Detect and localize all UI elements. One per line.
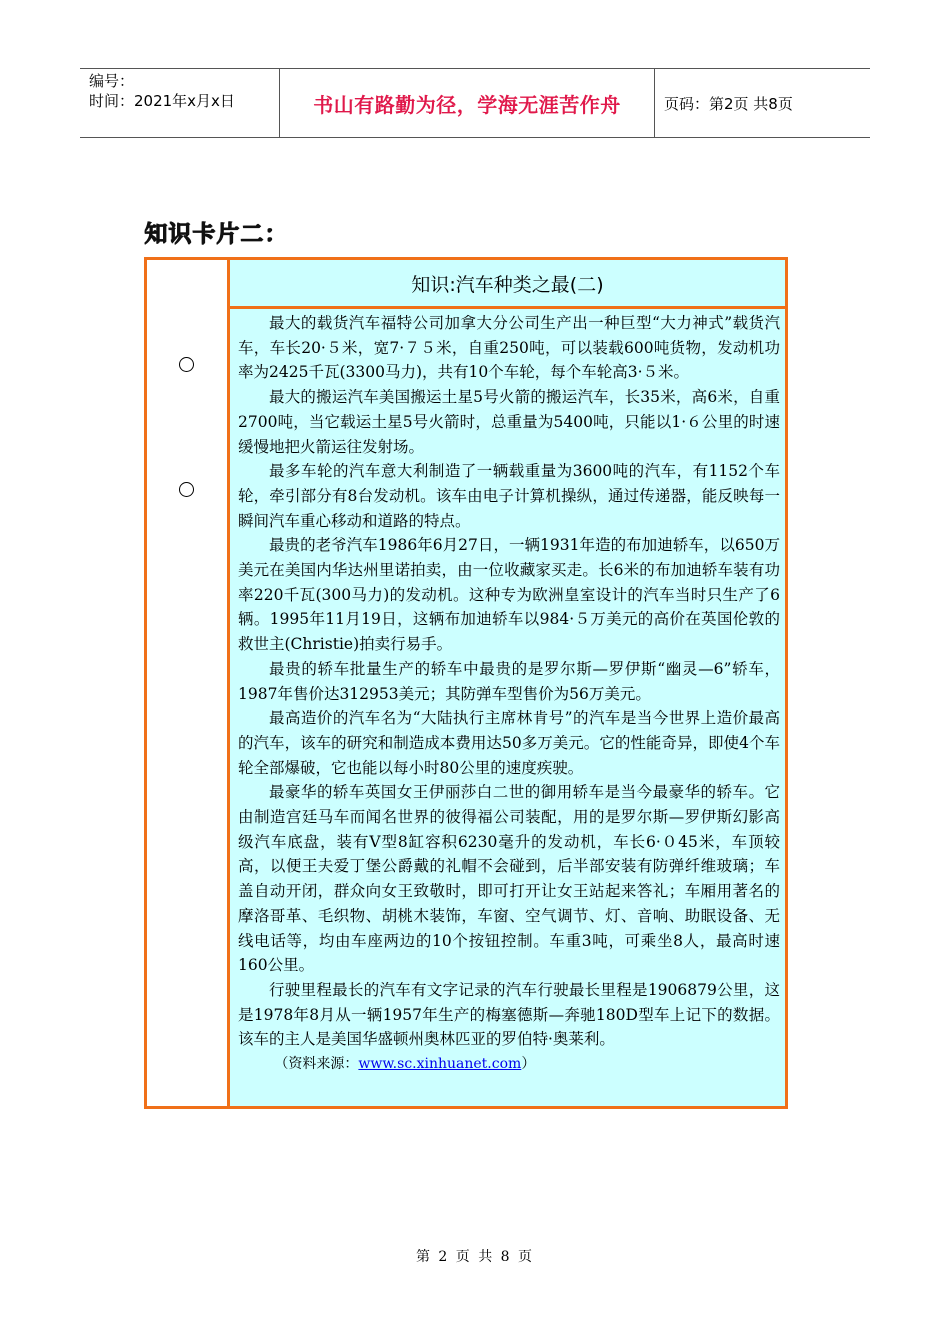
page-header — [80, 68, 870, 138]
card-left-column — [147, 260, 230, 1106]
knowledge-card — [144, 257, 788, 1109]
number-label: 编号： — [89, 72, 135, 90]
page-footer: 第 2 页 共 8 页 — [415, 1249, 535, 1265]
paragraph: 最大的载货汽车福特公司加拿大分公司生产出一种巨型“大力神式”载货汽车，车长20·５米，宽7·７５米，自重250吨，可以装载600吨货物，发动机功率为2425千瓦(3300马力)，共有10个车轮，每个车轮高3·５米。 — [238, 314, 780, 382]
paragraph: 最大的搬运汽车美国搬运土星5号火箭的搬运汽车，长35米，高6米，自重2700吨，当它载运土星5号火箭时，总重量为5400吨，只能以1·６公里的时速缓慢地把火箭运往发射场。 — [238, 388, 780, 456]
motto: 书山有路勤为径，学海无涯苦作舟 — [280, 69, 655, 137]
paragraph: 行驶里程最长的汽车有文字记录的汽车行驶最长里程是1906879公里，这是1978年8月从一辆1957年生产的梅塞德斯—奔驰180D型车上记下的数据。该车的主人是美国华盛顿州奥林匹亚的罗伯特·奥莱利。 — [238, 980, 780, 1049]
header-meta — [80, 69, 280, 137]
card-body — [230, 309, 785, 1106]
source-link[interactable]: www.sc.xinhuanet.com — [358, 1056, 522, 1073]
paragraph: 最豪华的轿车英国女王伊丽莎白二世的御用轿车是当今最豪华的轿车。它由制造宫廷马车而闻名世界的彼得福公司装配，用的是罗尔斯—罗伊斯幻影高级汽车底盘，装有V型8缸容积6230毫升的发动机，车长6·０45米，车顶较高，以便王夫爱丁堡公爵戴的礼帽不会碰到，后半部安装有防弹纤维玻璃；车盖自动开闭，群众向女王致敬时，即可打开让女王站起来答礼；车厢用著名的摩洛哥革、毛织物、胡桃木装饰，车窗、空气调节、灯、音响、助眠设备、无线电话等，均由车座两边的10个按钮控制。车重3吨，可乘坐8人，最高时速160公里。 — [238, 783, 780, 975]
page-code: 页码：第2页 共8页 — [664, 94, 793, 113]
card-text — [238, 311, 780, 1075]
time-label: 时间：2021年x月x日 — [89, 92, 235, 110]
section-title: 知识卡片二： — [144, 221, 288, 247]
source-suffix: ） — [521, 1056, 536, 1073]
circle-icon — [179, 357, 194, 372]
paragraph: 最高造价的汽车名为“大陆执行主席林肯号”的汽车是当今世界上造价最高的汽车，该车的研究和制造成本费用达50多万美元。它的性能奇异，即使4个车轮全部爆破，它也能以每小时80公里的速度疾驶。 — [238, 709, 780, 777]
paragraph: 最贵的轿车批量生产的轿车中最贵的是罗尔斯—罗伊斯“幽灵—6”轿车，1987年售价达312953美元；其防弹车型售价为56万美元。 — [238, 659, 780, 703]
source-prefix: （资料来源： — [274, 1056, 359, 1073]
card-title: 知识:汽车种类之最(二) — [230, 260, 785, 309]
paragraph: 最多车轮的汽车意大利制造了一辆载重量为3600吨的汽车，有1152个车轮，牵引部分有8台发动机。该车由电子计算机操纵，通过传递器，能反映每一瞬间汽车重心移动和道路的特点。 — [238, 462, 780, 530]
source-line — [238, 1053, 780, 1075]
circle-icon — [179, 482, 194, 497]
paragraph: 最贵的老爷汽车1986年6月27日，一辆1931年造的布加迪轿车，以650万美元在美国内华达州里诺拍卖，由一位收藏家买走。长6米的布加迪轿车装有功率220千瓦(300马力)的发动机。这种专为欧洲皇室设计的汽车当时只生产了6辆。1995年11月19日，这辆布加迪轿车以984·５万美元的高价在英国伦敦的救世主(Christie)拍卖行易手。 — [238, 536, 780, 654]
